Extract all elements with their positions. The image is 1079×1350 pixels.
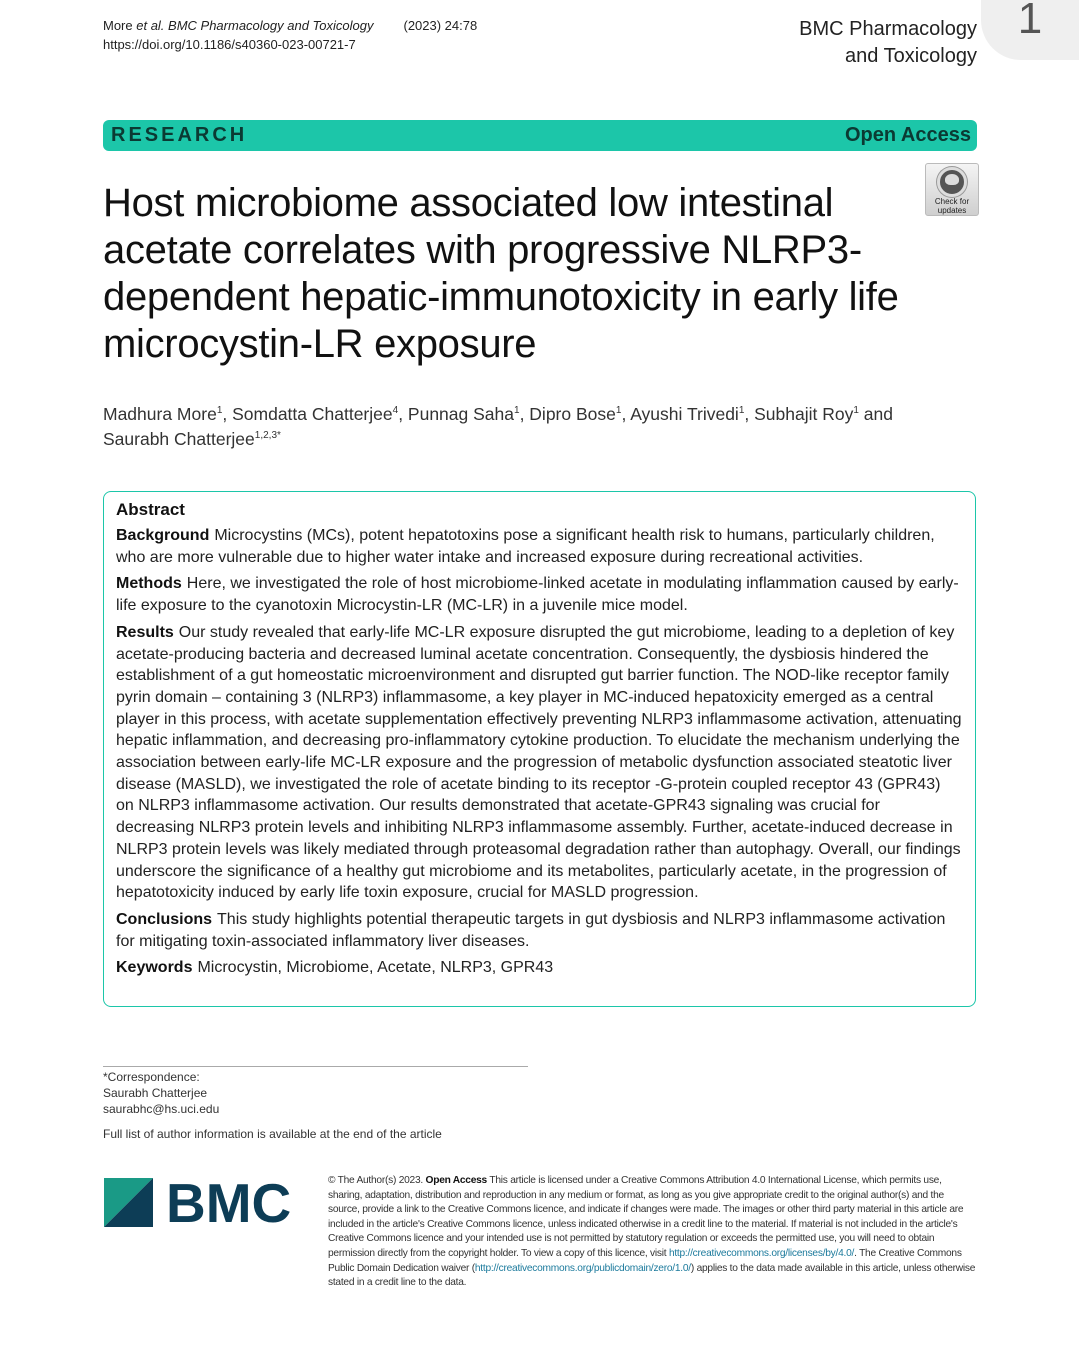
author[interactable]: Madhura More$^1$ [103, 404, 223, 424]
article-title: Host microbiome associated low intestinal acetate correlates with progressive NLRP3-dependent hepatic-immunotoxicity in early life microcystin-LR exposure [103, 181, 899, 366]
author[interactable]: Saurabh Chatterjee$^{1,2,3*}$ [103, 429, 281, 449]
check-for-updates-button[interactable] [925, 163, 979, 216]
article-type-banner [103, 120, 977, 151]
page-number: 1 [1017, 0, 1043, 43]
journal-name-line2: and Toxicology [845, 45, 977, 67]
abstract-methods: Methods Here, we investigated the role of host microbiome-linked acetate in modulating inflammation caused by early-life exposure to the cyanotoxin Microcystin-LR (MC-LR) in a juvenile mice model. [116, 575, 959, 615]
author[interactable]: Dipro Bose$^1$ [529, 404, 622, 424]
author[interactable]: Subhajit Roy$^1$ [754, 404, 859, 424]
abstract-box [103, 491, 976, 1007]
author[interactable]: Ayushi Trivedi$^1$ [630, 404, 745, 424]
public-domain-link[interactable]: http://creativecommons.org/publicdomain/zero/1.0/ [474, 1262, 691, 1274]
check-updates-line1: Check for [934, 197, 970, 206]
bmc-logo[interactable] [104, 1178, 304, 1230]
article-type-label: RESEARCH [111, 124, 248, 146]
correspondence-label: *Correspondence: [103, 1070, 200, 1084]
bmc-logo-text: BMC [166, 1178, 292, 1230]
abstract-keywords: Keywords Microcystin, Microbiome, Acetate, NLRP3, GPR43 [116, 959, 554, 977]
open-access-label: Open Access [845, 124, 971, 146]
running-header [103, 16, 477, 54]
author-info-note: Full list of author information is available at the end of the article [103, 1127, 442, 1141]
abstract-results: Results Our study revealed that early-life MC-LR exposure disrupted the gut microbiome, leading to a depletion of key acetate-producing bacteria and decreased luminal acetate concentration. Consequently, the dysbiosis hindered the establishment of a gut homeostatic microenvironment and disrupted gut barrier function. The NOD-like receptor family pyrin domain – containing 3 (NLRP3) inflammasome, a key player in MC-induced hepatoxicity emerged as a central player in this process, with acetate supplementation effectively preventing NLRP3 inflammasome activation, attenuating hepatic inflammation, and decreasing pro-inflammatory cytokine production. To elucidate the mechanism underlying the association between early-life MC-LR exposure and the progression of metabolic dysfunction associated steatotic liver disease (MASLD), we investigated the role of acetate binding to its receptor -G-protein coupled receptor 43 (GPR43) on NLRP3 inflammasome activation. Our results demonstrated that acetate-GPR43 signaling was crucial for decreasing NLRP3 protein levels and inhibiting NLRP3 inflammasome assembly. Further, acetate-induced decrease in NLRP3 protein levels was likely mediated through proteasomal degradation rather than autophagy. Overall, our findings underscore the significance of a healthy gut microbiome and its metabolites, particularly acetate, in the progression of hepatotoxicity induced by early life toxin exposure, crucial for MASLD progression. [116, 623, 962, 902]
license-statement: © The Author(s) 2023. Open Access This article is licensed under a Creative Commons Attribution 4.0 International License, which permits use, sharing, adaptation, distribution and reproduction in any medium or format, as long as you give appropriate credit to the original author(s) and the source, provide a link to the Creative Commons licence, and indicate if changes were made. The images or other third party material in this article are included in the article's Creative Commons licence, unless indicated otherwise in a credit line to the material. If material is not included in the article's Creative Commons licence and your intended use is not permitted by statutory regulation or exceeds the permitted use, you will need to obtain permission directly from the copyright holder. To view a copy of this licence, visit http://creativecommons.org/licenses/by/4.0/. The Creative Commons Public Domain Dedication waiver (http://creativecommons.org/publicdomain/zero/1.0/) applies to the data made available in this article, unless otherwise stated in a credit line to the data. [328, 1175, 976, 1289]
footnote-divider [103, 1066, 528, 1067]
correspondence [103, 1069, 219, 1117]
abstract-heading: Abstract [116, 500, 185, 519]
check-updates-line2: updates [937, 206, 967, 215]
author[interactable]: Punnag Saha$^1$ [407, 404, 520, 424]
author-list: Madhura More$^1$, Somdatta Chatterjee$^4$, Punnag Saha$^1$, Dipro Bose$^1$, Ayushi Trivedi$^1$, Subhajit Roy$^1$ and Saurabh Chatterjee$^{1,2,3*}$ [103, 404, 893, 449]
license-link[interactable]: http://creativecommons.org/licenses/by/4.0/ [668, 1247, 855, 1259]
check-updates-icon [937, 167, 967, 197]
author[interactable]: Somdatta Chatterjee$^4$ [232, 404, 399, 424]
journal-name-line1: BMC Pharmacology [799, 18, 977, 40]
header-author: More [103, 18, 137, 33]
correspondence-name: Saurabh Chatterjee [103, 1086, 208, 1100]
abstract-background: Background Microcystins (MCs), potent hepatotoxins pose a significant health risk to humans, particularly children, who are more vulnerable due to higher water intake and increased exposure during recreational activities. [116, 527, 935, 566]
header-journal-cite: et al. BMC Pharmacology and Toxicology [136, 18, 374, 33]
correspondence-email[interactable]: saurabhc@hs.uci.edu [103, 1102, 220, 1116]
header-year-volume: (2023) 24:78 [403, 18, 478, 33]
journal-name [799, 16, 977, 70]
abstract-conclusions: Conclusions This study highlights potential therapeutic targets in gut dysbiosis and NLRP3 inflammasome activation for mitigating toxin-associated inflammatory liver diseases. [116, 910, 946, 950]
header-doi-link[interactable]: https://doi.org/10.1186/s40360-023-00721-7 [103, 37, 356, 52]
